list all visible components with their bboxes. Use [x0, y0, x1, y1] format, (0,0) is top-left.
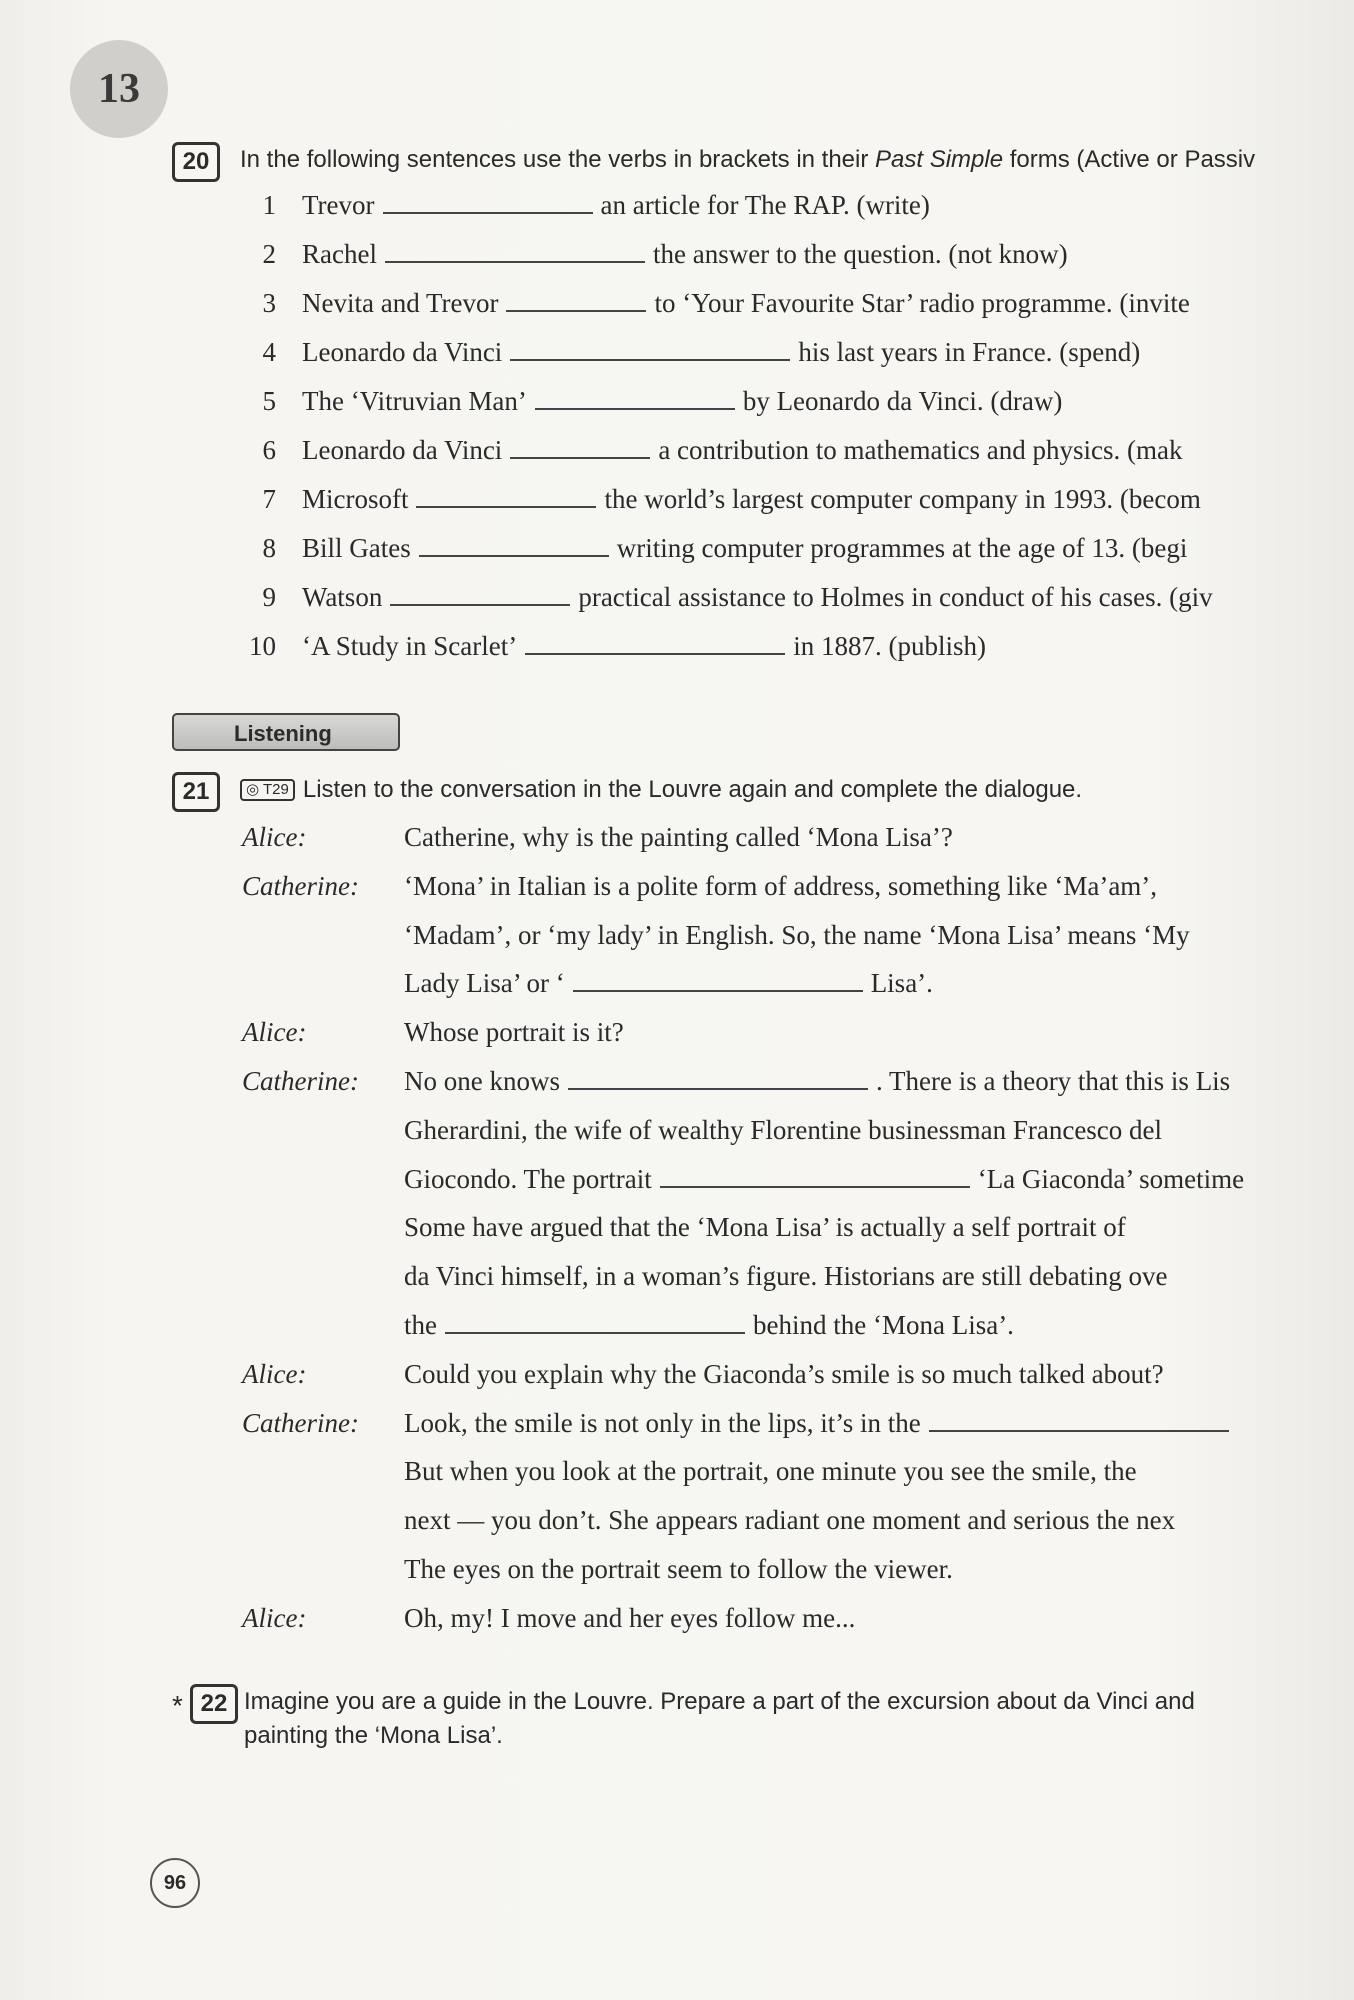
item-subject: The ‘Vitruvian Man’ [302, 386, 527, 416]
dialogue-line: Catherine, why is the painting called ‘Mona Lisa’? [404, 822, 953, 852]
answer-blank[interactable] [383, 192, 593, 214]
item-number: 7 [262, 484, 276, 514]
exercise-20-item [302, 190, 930, 221]
exercise-22-instruction-line-1: Imagine you are a guide in the Louvre. Prepare a part of the excursion about da Vinci and [244, 1688, 1195, 1715]
dialogue-line [404, 1310, 1014, 1341]
exercise-20-item [302, 386, 1062, 417]
item-predicate: by Leonardo da Vinci. (draw) [742, 386, 1063, 416]
line-text: Lady Lisa’ or ‘ [404, 968, 565, 999]
item-subject: Leonardo da Vinci [302, 337, 503, 367]
dialogue-line: Some have argued that the ‘Mona Lisa’ is actually a self portrait of [404, 1212, 1126, 1243]
answer-blank[interactable] [510, 437, 650, 459]
instruction-text: Listen to the conversation in the Louvre again and complete the dialogue. [302, 776, 1083, 803]
item-subject: ‘A Study in Scarlet’ [302, 631, 518, 661]
item-predicate: practical assistance to Holmes in conduct of his cases. (giv [578, 582, 1213, 612]
answer-blank[interactable] [568, 1068, 868, 1090]
item-subject: Bill Gates [302, 533, 411, 563]
exercise-20-item [302, 288, 1190, 319]
item-subject: Rachel [302, 239, 377, 269]
line-text: Giocondo. The portrait [404, 1163, 652, 1194]
item-predicate: a contribution to mathematics and physics. (mak [658, 435, 1183, 465]
item-number: 10 [249, 631, 276, 661]
dialogue-line [404, 1066, 1230, 1097]
dialogue-speaker: Alice: [242, 822, 307, 852]
line-text: Look, the smile is not only in the lips, it’s in the [404, 1407, 921, 1438]
listening-section-label: Listening [172, 713, 400, 751]
instruction-emphasis: Past Simple [875, 146, 1004, 173]
dialogue-line: next — you don’t. She appears radiant one moment and serious the nex [404, 1505, 1176, 1536]
item-predicate: the answer to the question. (not know) [652, 239, 1068, 269]
item-number: 1 [262, 190, 276, 220]
instruction-text: forms (Active or Passiv [1003, 146, 1256, 173]
exercise-22-instruction-line-2: painting the ‘Mona Lisa’. [244, 1722, 503, 1749]
item-subject: Trevor [302, 190, 375, 220]
dialogue-speaker: Catherine: [242, 1407, 359, 1438]
answer-blank[interactable] [385, 241, 645, 263]
item-predicate: his last years in France. (spend) [798, 337, 1141, 367]
exercise-20-item [302, 631, 986, 662]
item-number: 8 [262, 533, 276, 563]
item-predicate: to ‘Your Favourite Star’ radio programme. (invite [654, 288, 1190, 318]
dialogue-speaker: Catherine: [242, 870, 359, 901]
dialogue-speaker: Alice: [242, 1017, 307, 1048]
answer-blank[interactable] [525, 633, 785, 655]
line-text: . There is a theory that this is Lis [876, 1066, 1231, 1096]
dialogue-line: Gherardini, the wife of wealthy Florentine businessman Francesco del [404, 1114, 1163, 1145]
dialogue-line: da Vinci himself, in a woman’s figure. Historians are still debating ove [404, 1261, 1168, 1292]
line-text: behind the ‘Mona Lisa’. [753, 1310, 1014, 1340]
dialogue-line [404, 1164, 1244, 1195]
instruction-text: In the following sentences use the verbs in brackets in their [240, 146, 876, 173]
answer-blank[interactable] [535, 388, 735, 410]
answer-blank[interactable] [929, 1410, 1229, 1432]
exercise-20-item [302, 435, 1182, 466]
exercise-20-item [302, 533, 1187, 564]
exercise-20-number: 20 [172, 142, 220, 182]
dialogue-line: But when you look at the portrait, one minute you see the smile, the [404, 1456, 1137, 1487]
answer-blank[interactable] [660, 1166, 970, 1188]
item-subject: Microsoft [302, 484, 409, 514]
answer-blank[interactable] [510, 339, 790, 361]
dialogue-speaker: Alice: [242, 1602, 307, 1633]
item-number: 6 [262, 435, 276, 465]
answer-blank[interactable] [445, 1312, 745, 1334]
answer-blank[interactable] [419, 535, 609, 557]
item-predicate: writing computer programmes at the age of 13. (begi [616, 533, 1188, 563]
exercise-21-instruction [240, 776, 1082, 804]
exercise-20-item [302, 239, 1068, 270]
line-text: ‘La Giaconda’ sometime [977, 1163, 1245, 1194]
optional-star: * [172, 1690, 183, 1721]
dialogue-line: The eyes on the portrait seem to follow the viewer. [404, 1554, 953, 1584]
exercise-20-item [302, 582, 1213, 613]
dialogue-line: Whose portrait is it? [404, 1017, 624, 1048]
answer-blank[interactable] [573, 970, 863, 992]
item-predicate: in 1887. (publish) [793, 631, 986, 661]
dialogue-speaker: Alice: [242, 1358, 307, 1389]
line-text: Lisa’. [870, 968, 933, 999]
item-subject: Leonardo da Vinci [302, 435, 503, 465]
exercise-21-number: 21 [172, 772, 220, 812]
item-predicate: an article for The RAP. (write) [600, 190, 930, 220]
audio-track-icon[interactable]: ◎ T29 [240, 779, 295, 801]
dialogue-speaker: Catherine: [242, 1066, 359, 1096]
exercise-20-instruction [240, 146, 1255, 174]
unit-number-badge: 13 [70, 40, 168, 138]
dialogue-line: Oh, my! I move and her eyes follow me... [404, 1602, 856, 1633]
item-number: 9 [262, 582, 276, 612]
item-number: 5 [262, 386, 276, 416]
exercise-20-item [302, 337, 1140, 368]
line-text: the [404, 1310, 437, 1340]
item-number: 4 [262, 337, 276, 367]
dialogue-line [404, 1408, 1237, 1439]
item-predicate: the world’s largest computer company in 1993. (becom [604, 484, 1201, 514]
answer-blank[interactable] [390, 584, 570, 606]
item-subject: Nevita and Trevor [302, 288, 499, 318]
dialogue-line: ‘Madam’, or ‘my lady’ in English. So, the name ‘Mona Lisa’ means ‘My [404, 919, 1190, 950]
item-number: 3 [262, 288, 276, 318]
item-number: 2 [262, 239, 276, 269]
page-number: 96 [150, 1858, 200, 1908]
dialogue-line: ‘Mona’ in Italian is a polite form of address, something like ‘Ma’am’, [404, 870, 1158, 901]
exercise-20-item [302, 484, 1201, 515]
answer-blank[interactable] [416, 486, 596, 508]
track-label: T29 [263, 781, 289, 798]
answer-blank[interactable] [506, 290, 646, 312]
exercise-22-number: 22 [190, 1684, 238, 1724]
line-text: No one knows [404, 1066, 560, 1096]
item-subject: Watson [302, 582, 383, 612]
dialogue-line [404, 968, 933, 999]
dialogue-line: Could you explain why the Giaconda’s smile is so much talked about? [404, 1358, 1164, 1389]
